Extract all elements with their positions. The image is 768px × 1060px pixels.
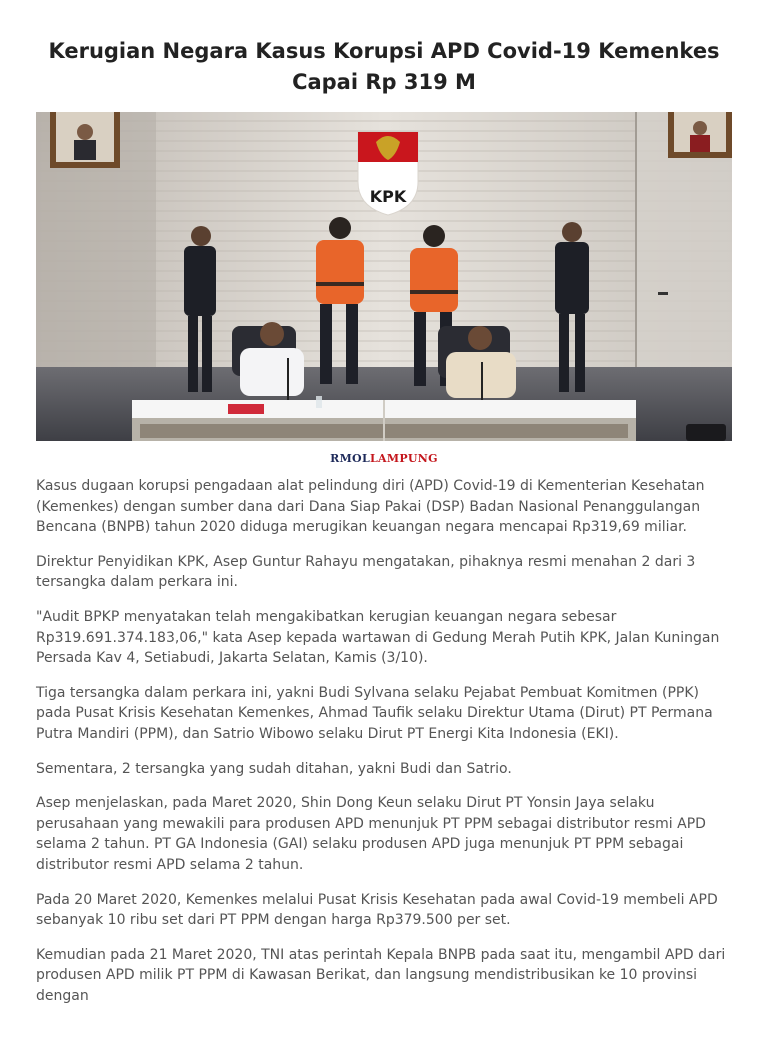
article-paragraph: Direktur Penyidikan KPK, Asep Guntur Rahayu mengatakan, pihaknya resmi menahan 2 dari 3 tersangka dalam perkara ini. — [36, 553, 696, 591]
caption-brand-rmol: RMOL — [330, 452, 370, 465]
article-body — [36, 476, 736, 1020]
article-paragraph: "Audit BPKP menyatakan telah mengakibatkan kerugian keuangan negara sebesar Rp319.691.374.183,06," kata Asep kepada wartawan di Gedung Merah Putih KPK, Jalan Kuningan Persada Kav 4, Setiabudi, Jakarta Selatan, Kamis (3/10). — [36, 608, 720, 667]
portrait-right — [668, 112, 732, 158]
article-paragraph: Tiga tersangka dalam perkara ini, yakni Budi Sylvana selaku Pejabat Pembuat Komitmen (PPK) pada Pusat Krisis Kesehatan Kemenkes, Ahmad Taufik selaku Direktur Utama (Dirut) PT Permana Putra Mandiri (PPM), dan Satrio Wibowo selaku Dirut PT Energi Kita Indonesia (EKI). — [36, 684, 713, 742]
portrait-left — [50, 112, 120, 168]
article-paragraph: Asep menjelaskan, pada Maret 2020, Shin Dong Keun selaku Dirut PT Yonsin Jaya selaku perusahaan yang mewakili para produsen APD menunjuk PT PPM sebagai distributor resmi APD selama 2 tahun. PT GA Indonesia (GAI) selaku produsen APD juga menunjuk PT PPM sebagai distributor resmi APD selama 2 tahun. — [36, 795, 706, 873]
press-conference-photo — [36, 112, 732, 441]
caption-brand-lampung: LAMPUNG — [369, 452, 438, 465]
article-paragraph: Kemudian pada 21 Maret 2020, TNI atas perintah Kepala BNPB pada saat itu, mengambil APD dari produsen APD milik PT PPM di Kawasan Berikat, dan langsung mendistribusikan ke 10 provinsi dengan — [36, 946, 726, 1004]
article-paragraph: Sementara, 2 tersangka yang sudah ditahan, yakni Budi dan Satrio. — [36, 760, 512, 777]
article-title: Kerugian Negara Kasus Korupsi APD Covid-19 Kemenkes Capai Rp 319 M — [48, 39, 720, 94]
article-paragraph: Pada 20 Maret 2020, Kemenkes melalui Pusat Krisis Kesehatan pada awal Covid-19 membeli APD sebanyak 10 ribu set dari PT PPM dengan harga Rp379.500 per set. — [36, 891, 718, 929]
svg-text:KPK: KPK — [369, 187, 407, 206]
article-paragraph: Kasus dugaan korupsi pengadaan alat pelindung diri (APD) Covid-19 di Kementerian Kesehatan (Kemenkes) dengan sumber dana dari Dana Siap Pakai (DSP) Badan Nasional Penanggulangan Bencana (BNPB) tahun 2020 diduga merugikan keuangan negara mencapai Rp319,69 miliar. — [36, 478, 705, 536]
kpk-emblem — [358, 132, 418, 215]
photo-caption — [0, 452, 768, 465]
